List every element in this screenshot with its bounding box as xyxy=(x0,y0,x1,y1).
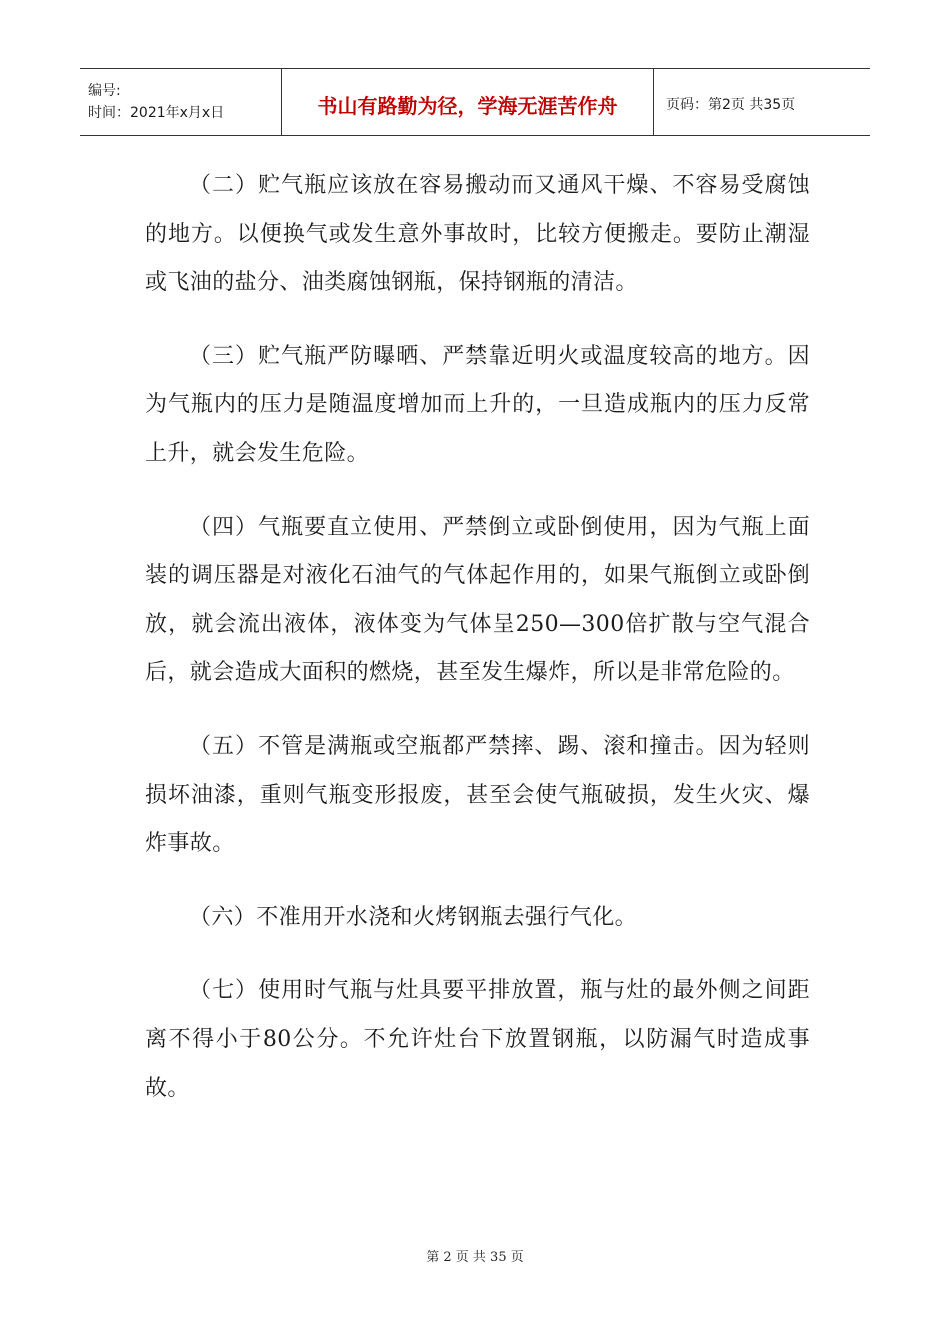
time-label: 时间：2021年x月x日 xyxy=(88,105,225,121)
document-body xyxy=(145,162,810,1138)
paragraph-2: （二）贮气瓶应该放在容易搬动而又通风干燥、不容易受腐蚀的地方。以便换气或发生意外事故时，比较方便搬走。要防止潮湿或飞油的盐分、油类腐蚀钢瓶，保持钢瓶的清洁。 xyxy=(145,173,810,296)
header-meta xyxy=(80,69,282,135)
page-footer: 第 2 页 共 35 页 xyxy=(426,1250,524,1265)
header-motto: 书山有路勤为径，学海无涯苦作舟 xyxy=(282,69,654,135)
paragraph-6: （六）不准用开水浇和火烤钢瓶去强行气化。 xyxy=(189,904,638,930)
paragraph-7: （七）使用时气瓶与灶具要平排放置，瓶与灶的最外侧之间距离不得小于80公分。不允许灶台下放置钢瓶，以防漏气时造成事故。 xyxy=(145,978,810,1101)
document-header xyxy=(80,68,870,136)
header-page-info: 页码：第2页 共35页 xyxy=(666,97,796,113)
paragraph-5: （五）不管是满瓶或空瓶都严禁摔、踢、滚和撞击。因为轻则损坏油漆，重则气瓶变形报废，甚至会使气瓶破损，发生火灾、爆炸事故。 xyxy=(145,733,810,857)
paragraph-4: （四）气瓶要直立使用、严禁倒立或卧倒使用，因为气瓶上面装的调压器是对液化石油气的气体起作用的，如果气瓶倒立或卧倒放，就会流出液体，液体变为气体呈250—300倍扩散与空气混合后，就会造成大面积的燃烧，甚至发生爆炸，所以是非常危险的。 xyxy=(145,514,810,686)
paragraph-3: （三）贮气瓶严防曝晒、严禁靠近明火或温度较高的地方。因为气瓶内的压力是随温度增加而上升的，一旦造成瓶内的压力反常上升，就会发生危险。 xyxy=(145,343,810,466)
number-label: 编号: xyxy=(88,83,121,99)
